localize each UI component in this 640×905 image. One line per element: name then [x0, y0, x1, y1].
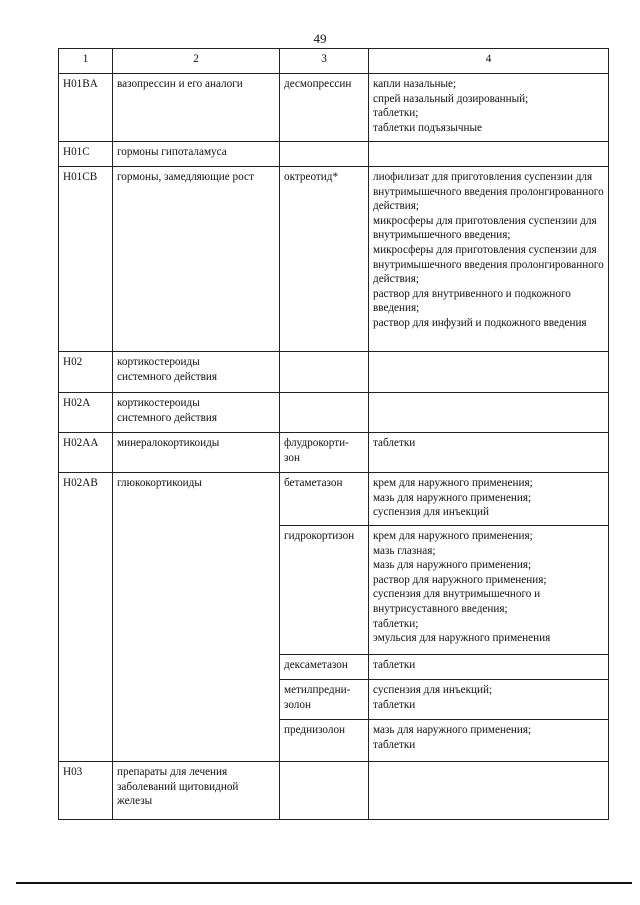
dosage-forms — [369, 762, 609, 820]
drug-table — [58, 48, 609, 820]
atc-code: H02A — [59, 393, 113, 433]
atc-code: H02AA — [59, 433, 113, 473]
column-header: 2 — [113, 49, 280, 74]
table-row — [59, 393, 609, 433]
drug-name — [280, 393, 369, 433]
table-header-row — [59, 49, 609, 74]
column-header: 4 — [369, 49, 609, 74]
dosage-forms: капли назальные; спрей назальный дозированный; таблетки; таблетки подъязычные — [369, 74, 609, 142]
column-header: 1 — [59, 49, 113, 74]
table-row — [59, 762, 609, 820]
pharmacological-group: глюкокортикоиды — [113, 473, 280, 762]
table-row — [59, 74, 609, 142]
drug-name: дексаметазон — [280, 655, 369, 680]
drug-name: октреотид* — [280, 167, 369, 352]
column-header: 3 — [280, 49, 369, 74]
atc-code: H01CB — [59, 167, 113, 352]
page-number: 49 — [313, 31, 327, 46]
table-row — [59, 167, 609, 352]
drug-name: преднизолон — [280, 720, 369, 762]
pharmacological-group: гормоны гипоталамуса — [113, 142, 280, 167]
dosage-forms — [369, 393, 609, 433]
atc-code: H03 — [59, 762, 113, 820]
drug-name — [280, 352, 369, 393]
dosage-forms: мазь для наружного применения; таблетки — [369, 720, 609, 762]
pharmacological-group: минералокортикоиды — [113, 433, 280, 473]
dosage-forms — [369, 142, 609, 167]
pharmacological-group: кортикостероиды системного действия — [113, 393, 280, 433]
dosage-forms: таблетки — [369, 655, 609, 680]
dosage-forms: лиофилизат для приготовления суспензии для внутримышечного введения пролонгированного действия; микросферы для приготовления суспензии для внутримышечного введения; микросферы для приготовления суспензии для внутримышечного введения пролонгированного действия; раствор для внутривенного и подкожного введения; раствор для инфузий и подкожного введения — [369, 167, 609, 352]
pharmacological-group: вазопрессин и его аналоги — [113, 74, 280, 142]
dosage-forms: суспензия для инъекций; таблетки — [369, 680, 609, 720]
table-row — [59, 433, 609, 473]
drug-name: метилпредни- золон — [280, 680, 369, 720]
atc-code: H02AB — [59, 473, 113, 762]
pharmacological-group: препараты для лечения заболеваний щитовидной железы — [113, 762, 280, 820]
atc-code: H01C — [59, 142, 113, 167]
dosage-forms — [369, 352, 609, 393]
drug-name: гидрокортизон — [280, 526, 369, 655]
drug-name: десмопрессин — [280, 74, 369, 142]
drug-name — [280, 142, 369, 167]
pharmacological-group: гормоны, замедляющие рост — [113, 167, 280, 352]
dosage-forms: крем для наружного применения; мазь для наружного применения; суспензия для инъекций — [369, 473, 609, 526]
pharmacological-group: кортикостероиды системного действия — [113, 352, 280, 393]
drug-name: бетаметазон — [280, 473, 369, 526]
dosage-forms: крем для наружного применения; мазь глазная; мазь для наружного применения; раствор для наружного применения; суспензия для внутримышечного и внутрисуставного введения; таблетки; эмульсия для наружного применения — [369, 526, 609, 655]
table-row — [59, 352, 609, 393]
drug-name — [280, 762, 369, 820]
table-row — [59, 142, 609, 167]
dosage-forms: таблетки — [369, 433, 609, 473]
atc-code: H01BA — [59, 74, 113, 142]
drug-name: флудрокорти- зон — [280, 433, 369, 473]
bottom-rule — [16, 882, 632, 884]
table-row — [59, 473, 609, 526]
atc-code: H02 — [59, 352, 113, 393]
